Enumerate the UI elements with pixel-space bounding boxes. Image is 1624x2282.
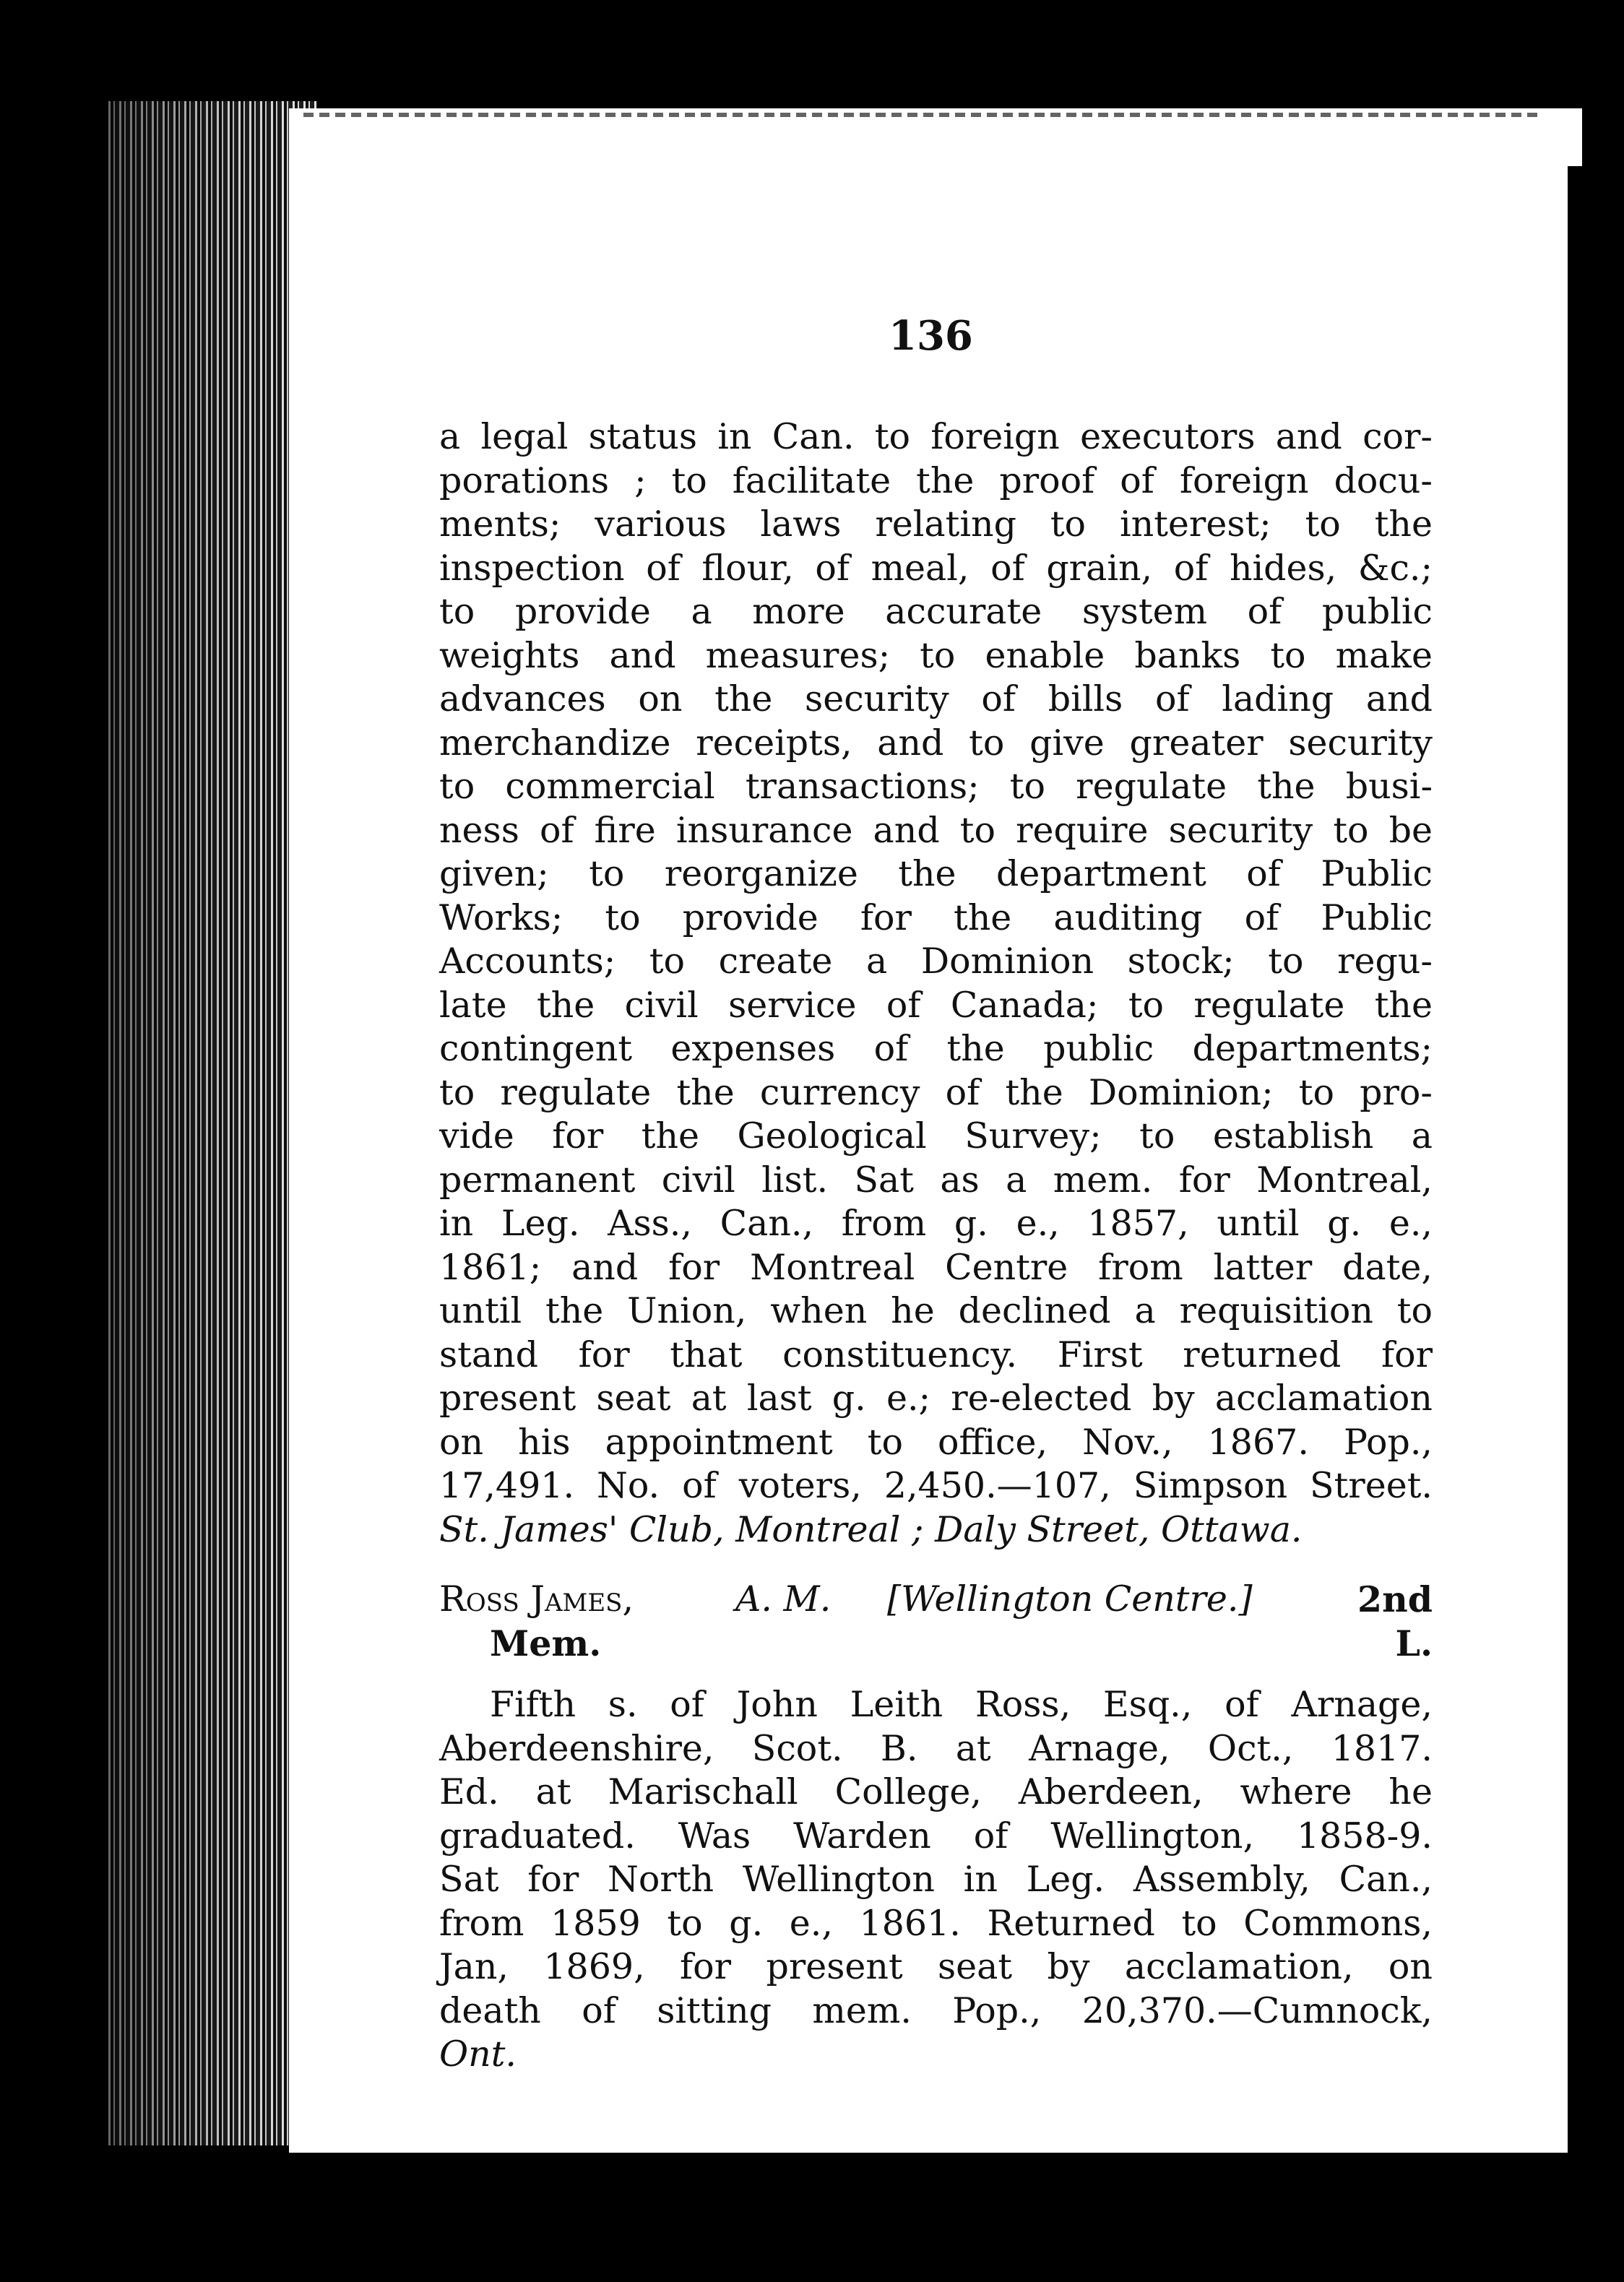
text-line: to provide a more accurate system of public [439, 591, 1433, 632]
text-line: to commercial transactions; to regulate the busi- [439, 766, 1433, 807]
text-line: Jan, 1869, for present seat by acclamation, on [439, 1946, 1433, 1987]
entry-heading [439, 1578, 1433, 1665]
text-line: until the Union, when he declined a requisition to [439, 1290, 1433, 1331]
entry-heading-row-1 [439, 1578, 1433, 1622]
text-line: Aberdeenshire, Scot. B. at Arnage, Oct., 1817. [439, 1727, 1433, 1769]
text-line: permanent civil list. Sat as a mem. for Montreal, [439, 1159, 1433, 1201]
text-line: from 1859 to g. e., 1861. Returned to Commons, [439, 1902, 1433, 1944]
entry-continued-text [439, 415, 1433, 1552]
text-line: advances on the security of bills of lading and [439, 678, 1433, 719]
text-line: Sat for North Wellington in Leg. Assembly, Can., [439, 1859, 1433, 1900]
entry-heading-row-2 [439, 1622, 1433, 1666]
text-line: inspection of flour, of meal, of grain, of hides, &c.; [439, 547, 1433, 589]
member-riding: [Wellington Centre.] [887, 1578, 1253, 1620]
text-line: late the civil service of Canada; to regulate the [439, 984, 1433, 1026]
text-line: death of sitting mem. Pop., 20,370.—Cumnock, [439, 1989, 1433, 2031]
text-line: contingent expenses of the public departments; [439, 1028, 1433, 1069]
text-line: graduated. Was Warden of Wellington, 1858-9. [439, 1815, 1433, 1857]
text-line: ness of fire insurance and to require security to be [439, 809, 1433, 851]
text-line: St. James' Club, Montreal ; Daly Street, Ottawa. [439, 1508, 1303, 1550]
text-line: Fifth s. of John Leith Ross, Esq., of Arnage, [490, 1684, 1433, 1725]
text-line: ments; various laws relating to interest; to the [439, 503, 1433, 545]
text-line: Accounts; to create a Dominion stock; to regu- [439, 941, 1433, 982]
text-line: Works; to provide for the auditing of Public [439, 896, 1433, 938]
member-degree: A. M. [735, 1578, 832, 1620]
text-line: 17,491. No. of voters, 2,450.—107, Simpson Street. [439, 1465, 1433, 1506]
text-line: Ont. [439, 2034, 517, 2075]
text-line: merchandize receipts, and to give greater security [439, 722, 1433, 764]
entry-ross-text [439, 1683, 1433, 2077]
text-line: in Leg. Ass., Can., from g. e., 1857, until g. e., [439, 1203, 1433, 1244]
member-name: Ross James, [439, 1578, 634, 1620]
member-rank: 2nd [1357, 1578, 1433, 1620]
text-line: given; to reorganize the department of Public [439, 853, 1433, 894]
text-line: stand for that constituency. First returned for [439, 1334, 1433, 1375]
text-line: on his appointment to office, Nov., 1867. Pop., [439, 1421, 1433, 1463]
text-line: weights and measures; to enable banks to make [439, 634, 1433, 676]
member-party: L. [1395, 1622, 1433, 1664]
text-line: 1861; and for Montreal Centre from latter date, [439, 1246, 1433, 1288]
member-mem-label: Mem. [490, 1622, 602, 1664]
page-gutter [1568, 166, 1604, 2160]
text-line: vide for the Geological Survey; to establish a [439, 1115, 1433, 1157]
book-page-edges [108, 101, 318, 2145]
text-line: porations ; to facilitate the proof of foreign docu- [439, 459, 1433, 501]
page-number: 136 [889, 312, 973, 360]
text-line: present seat at last g. e.; re-elected by acclamation [439, 1378, 1433, 1419]
text-line: to regulate the currency of the Dominion; to pro- [439, 1071, 1433, 1113]
text-line: a legal status in Can. to foreign executors and cor- [439, 416, 1433, 457]
text-line: Ed. at Marischall College, Aberdeen, where he [439, 1771, 1433, 1812]
